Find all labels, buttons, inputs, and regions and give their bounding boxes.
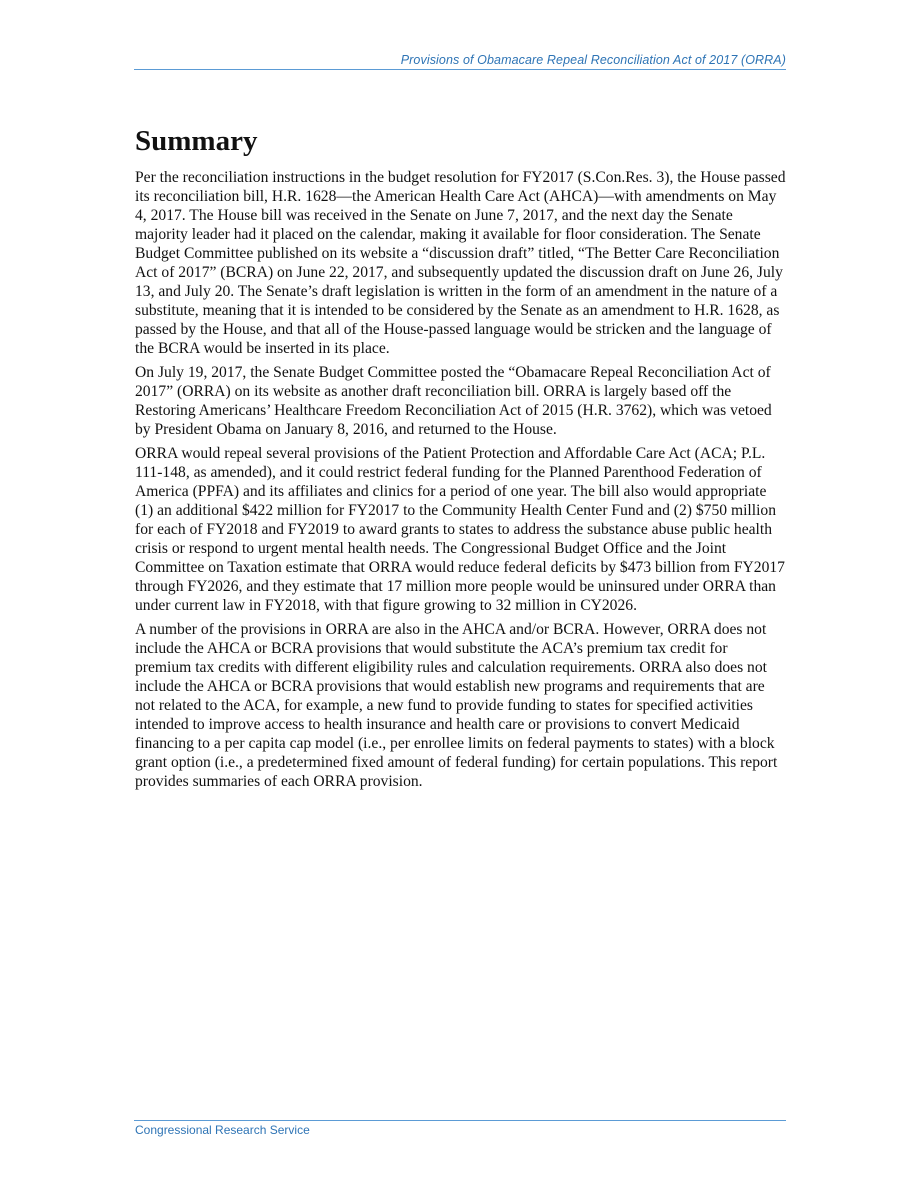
- running-header: Provisions of Obamacare Repeal Reconciliation Act of 2017 (ORRA): [400, 53, 786, 67]
- summary-paragraph-4: A number of the provisions in ORRA are also in the AHCA and/or BCRA. However, ORRA does not include the AHCA or BCRA provisions that would substitute the ACA’s premium tax credit for premium tax credits with different eligibility rules and calculation requirements. ORRA also does not include the AHCA or BCRA provisions that would establish new programs and requirements that are not related to the ACA, for example, a new fund to provide funding to states for specified activities intended to improve access to health insurance and health care or provisions to convert Medicaid financing to a per capita cap model (i.e., per enrollee limits on federal payments to states) with a block grant option (i.e., a predetermined fixed amount of federal funding) for certain populations. This report provides summaries of each ORRA provision.: [135, 621, 778, 790]
- section-title: Summary: [135, 125, 258, 157]
- summary-section: [135, 122, 787, 796]
- summary-paragraph-3: ORRA would repeal several provisions of the Patient Protection and Affordable Care Act (ACA; P.L. 111-148, as amended), and it could restrict federal funding for the Planned Parenthood Federation of America (PPFA) and its affiliates and clinics for a period of one year. The bill also would appropriate (1) an additional $422 million for FY2017 to the Community Health Center Fund and (2) $750 million for each of FY2018 and FY2019 to award grants to states to address the substance abuse public health crisis or respond to urgent mental health needs. The Congressional Budget Office and the Joint Committee on Taxation estimate that ORRA would reduce federal deficits by $473 billion from FY2017 through FY2026, and they estimate that 17 million more people would be uninsured under ORRA than under current law in FY2018, with that figure growing to 32 million in CY2026.: [135, 445, 785, 614]
- footer-organization: Congressional Research Service: [135, 1123, 310, 1137]
- header-divider: [134, 69, 786, 70]
- footer-divider: [134, 1120, 786, 1121]
- summary-paragraph-2: On July 19, 2017, the Senate Budget Committee posted the “Obamacare Repeal Reconciliation Act of 2017” (ORRA) on its website as another draft reconciliation bill. ORRA is largely based off the Restoring Americans’ Healthcare Freedom Reconciliation Act of 2015 (H.R. 3762), which was vetoed by President Obama on January 8, 2016, and returned to the House.: [135, 364, 772, 438]
- summary-paragraph-1: Per the reconciliation instructions in the budget resolution for FY2017 (S.Con.Res. 3), the House passed its reconciliation bill, H.R. 1628—the American Health Care Act (AHCA)—with amendments on May 4, 2017. The House bill was received in the Senate on June 7, 2017, and the next day the Senate majority leader had it placed on the calendar, making it available for floor consideration. The Senate Budget Committee published on its website a “discussion draft” titled, “The Better Care Reconciliation Act of 2017” (BCRA) on June 22, 2017, and subsequently updated the discussion draft on June 26, July 13, and July 20. The Senate’s draft legislation is written in the form of an amendment in the nature of a substitute, meaning that it is intended to be considered by the Senate as an amendment to H.R. 1628, as passed by the House, and that all of the House-passed language would be stricken and the language of the BCRA would be inserted in its place.: [135, 169, 786, 357]
